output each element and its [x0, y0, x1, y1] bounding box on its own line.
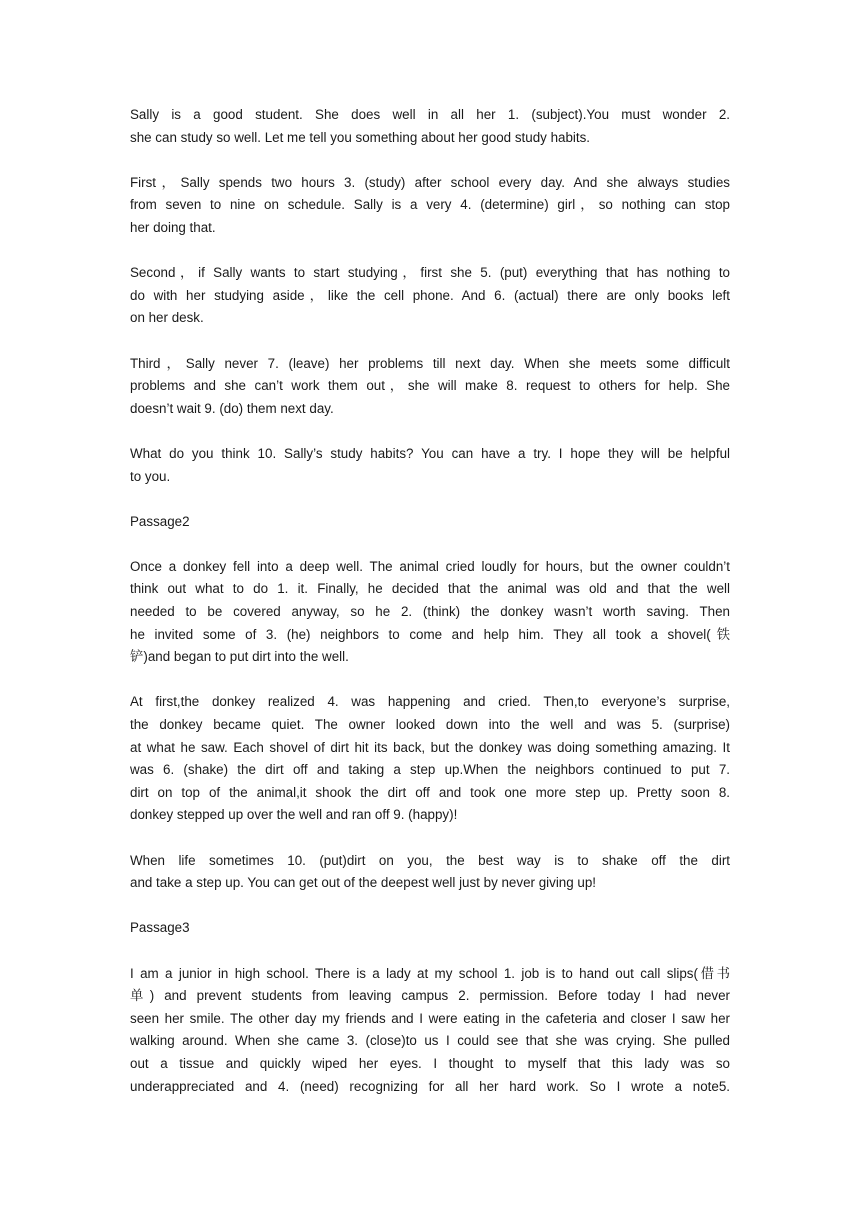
text-line: Passage3 — [130, 920, 190, 936]
paragraph — [130, 104, 730, 149]
paragraph — [130, 353, 730, 421]
text-line: Second，if Sally wants to start studying，first she 5. (put) everything that has nothing to — [130, 265, 730, 281]
text-line: the donkey became quiet. The owner looked down into the well and was 5. (surprise) — [130, 717, 730, 733]
paragraph — [130, 172, 730, 240]
paragraph — [130, 963, 730, 1099]
document-page — [130, 104, 730, 1121]
text-line: Passage2 — [130, 513, 190, 529]
text-line: needed to be covered anyway, so he 2. (think) the donkey wasn’t worth saving. Then — [130, 604, 730, 620]
text-line: Third，Sally never 7. (leave) her problems till next day. When she meets some difficult — [130, 355, 730, 371]
text-line: First，Sally spends two hours 3. (study) after school every day. And she always studies — [130, 174, 730, 190]
text-line: underappreciated and 4. (need) recognizing for all her hard work. So I wrote a note5. — [130, 1078, 730, 1094]
text-line: her doing that. — [130, 219, 216, 235]
text-line: he invited some of 3. (he) neighbors to come and help him. They all took a shovel(铁 — [130, 626, 730, 642]
text-line: dirt on top of the animal,it shook the dirt off and took one more step up. Pretty soon 8. — [130, 784, 730, 800]
text-line: At first,the donkey realized 4. was happening and cried. Then,to everyone’s surprise, — [130, 694, 730, 710]
text-line: 铲)and began to put dirt into the well. — [130, 649, 349, 665]
paragraph — [130, 556, 730, 669]
paragraph — [130, 691, 730, 827]
passage-heading — [130, 511, 730, 534]
text-line: What do you think 10. Sally’s study habits? You can have a try. I hope they will be helpful — [130, 445, 730, 461]
text-line: on her desk. — [130, 310, 204, 326]
paragraph — [130, 443, 730, 488]
text-line: When life sometimes 10. (put)dirt on you, the best way is to shake off the dirt — [130, 852, 730, 868]
paragraph — [130, 262, 730, 330]
text-line: think out what to do 1. it. Finally, he decided that the animal was old and that the well — [130, 581, 730, 597]
text-line: to you. — [130, 468, 171, 484]
text-line: and take a step up. You can get out of the deepest well just by never giving up! — [130, 875, 597, 891]
text-line: Once a donkey fell into a deep well. The animal cried loudly for hours, but the owner couldn’t — [130, 558, 730, 574]
text-line: doesn’t wait 9. (do) them next day. — [130, 400, 334, 416]
paragraph — [130, 850, 730, 895]
text-line: at what he saw. Each shovel of dirt hit its back, but the donkey was doing something amazing. It — [130, 739, 730, 755]
text-line: Sally is a good student. She does well in all her 1. (subject).You must wonder 2. — [130, 107, 730, 122]
text-line: problems and she can’t work them out，she will make 8. request to others for help. She — [130, 378, 730, 394]
text-line: walking around. When she came 3. (close)to us I could see that she was crying. She pulled — [130, 1033, 730, 1049]
text-line: donkey stepped up over the well and ran off 9. (happy)! — [130, 807, 458, 823]
text-line: I am a junior in high school. There is a lady at my school 1. job is to hand out call slips(借书 — [130, 965, 730, 981]
text-line: was 6. (shake) the dirt off and taking a step up.When the neighbors continued to put 7. — [130, 762, 730, 778]
text-line: she can study so well. Let me tell you something about her good study habits. — [130, 129, 591, 145]
text-line: 单) and prevent students from leaving campus 2. permission. Before today I had never — [130, 988, 730, 1004]
text-line: out a tissue and quickly wiped her eyes. I thought to myself that this lady was so — [130, 1055, 730, 1071]
passage-heading — [130, 917, 730, 940]
text-line: do with her studying aside，like the cell phone. And 6. (actual) there are only books left — [130, 287, 730, 303]
text-line: seen her smile. The other day my friends and I were eating in the cafeteria and closer I saw her — [130, 1010, 730, 1026]
text-line: from seven to nine on schedule. Sally is a very 4. (determine) girl，so nothing can stop — [130, 197, 730, 213]
